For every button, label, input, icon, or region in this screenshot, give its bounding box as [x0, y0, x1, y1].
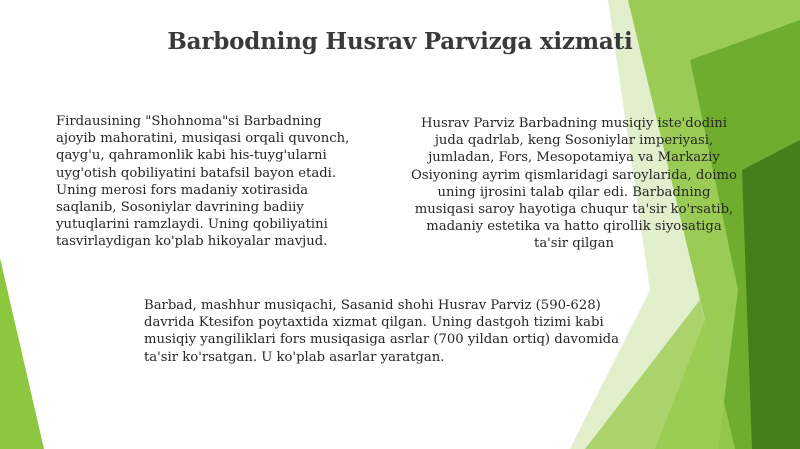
left-edge-green-shape [0, 258, 44, 449]
right-paragraph: Husrav Parviz Barbadning musiqiy iste'dodini juda qadrlab, keng Sosoniylar imperiyasi, jumladan, Fors, Mesopotamiya va Markaziy Osiyoning ayrim qismlaridagi saroylarida, doimo uning ijrosini talab qilar edi. Barbadning musiqasi saroy hayotiga chuqur ta'sir ko'rsatib, madaniy estetika va hatto qirollik siyosatiga ta'sir qilgan [411, 116, 737, 252]
bottom-paragraph: Barbad, mashhur musiqachi, Sasanid shohi Husrav Parviz (590-628) davrida Ktesifon poytaxtida xizmat qilgan. Uning dastgoh tizimi kabi musiqiy yangiliklari fors musiqasiga asrlar (700 yildan ortiq) davomida ta'sir ko'rsatgan. U ko'plab asarlar yaratgan. [144, 298, 619, 365]
right-dark-green-shape [742, 140, 800, 449]
slide-title: Barbodning Husrav Parvizga xizmati [167, 28, 633, 55]
left-paragraph: Firdausining "Shohnoma"si Barbadning ajoyib mahoratini, musiqasi orqali quvonch, qayg'u, qahramonlik kabi his-tuyg'ularni uyg'otish qobiliyatini batafsil bayon etadi. Uning merosi fors madaniy xotirasida saqlanib, Sosoniylar davrining badiiy yutuqlarini ramzlaydi. Uning qobiliyatini tasvirlaydigan ko'plab hikoyalar mavjud. [56, 114, 350, 250]
